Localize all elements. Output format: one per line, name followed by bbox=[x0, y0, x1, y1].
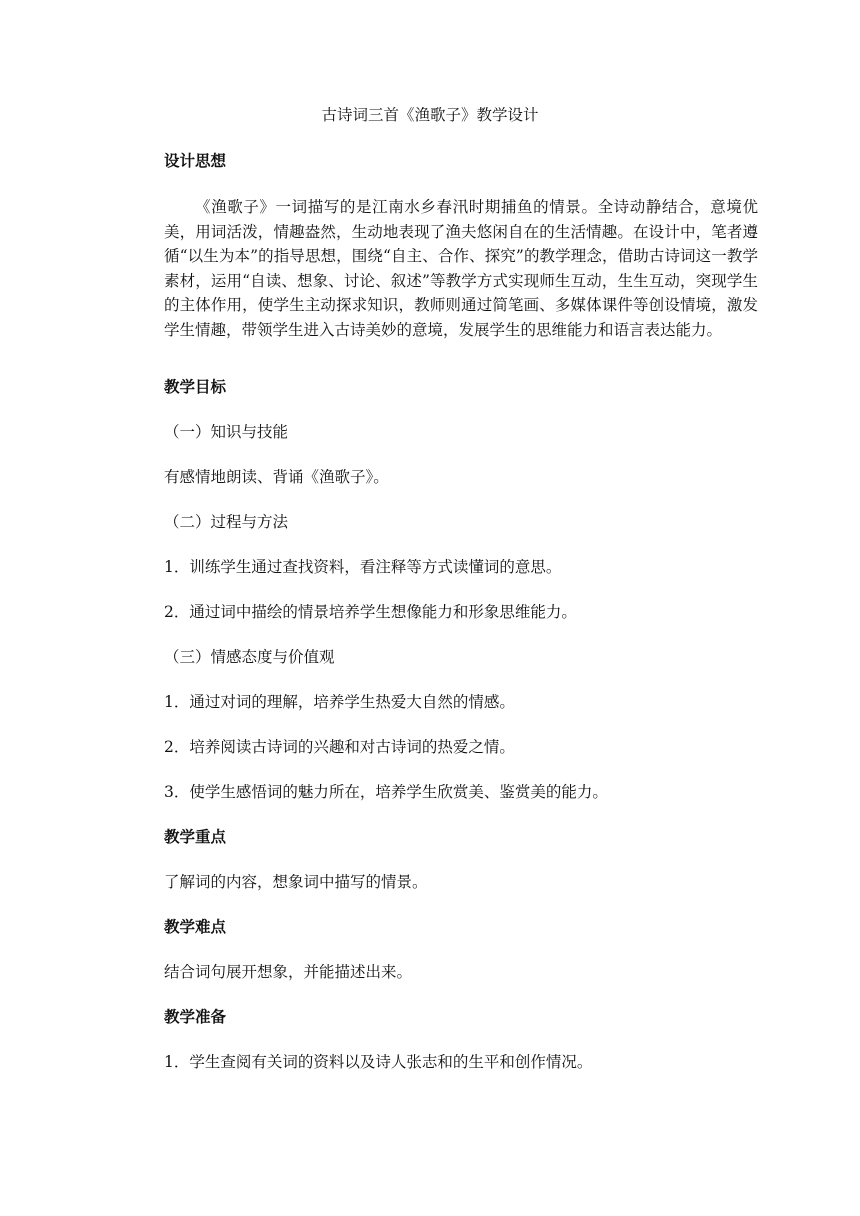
section-heading-design-idea: 设计思想 bbox=[164, 151, 227, 170]
knowledge-item-1: 有感情地朗读、背诵《渔歌子》。 bbox=[164, 468, 389, 486]
subheading-emotion-values: （三）情感态度与价值观 bbox=[164, 648, 335, 666]
section-heading-difficulties: 教学难点 bbox=[164, 917, 227, 936]
document-title: 古诗词三首《渔歌子》教学设计 bbox=[321, 106, 539, 124]
subheading-knowledge-skills: （一）知识与技能 bbox=[164, 423, 289, 441]
process-item-1: 1．训练学生通过查找资料，看注释等方式读懂词的意思。 bbox=[164, 558, 562, 576]
key-points-text: 了解词的内容，想象词中描写的情景。 bbox=[164, 873, 428, 891]
section-heading-key-points: 教学重点 bbox=[164, 827, 227, 846]
emotion-item-1: 1．通过对词的理解，培养学生热爱大自然的情感。 bbox=[164, 693, 515, 711]
preparation-item-1: 1．学生查阅有关词的资料以及诗人张志和的生平和创作情况。 bbox=[164, 1053, 593, 1071]
emotion-item-3: 3．使学生感悟词的魅力所在，培养学生欣赏美、鉴赏美的能力。 bbox=[164, 783, 608, 801]
section-heading-preparation: 教学准备 bbox=[164, 1007, 227, 1026]
difficulties-text: 结合词句展开想象，并能描述出来。 bbox=[164, 963, 413, 981]
section-heading-objectives: 教学目标 bbox=[164, 377, 227, 396]
subheading-process-methods: （二）过程与方法 bbox=[164, 513, 289, 531]
process-item-2: 2．通过词中描绘的情景培养学生想像能力和形象思维能力。 bbox=[164, 603, 577, 621]
design-idea-paragraph: 《渔歌子》一词描写的是江南水乡春汛时期捕鱼的情景。全诗动静结合，意境优美，用词活泼，情趣盎然，生动地表现了渔夫悠闲自在的生活情趣。在设计中，笔者遵循“以生为本”的指导思想，围绕“自主、合作、探究”的教学理念，借助古诗词这一教学素材，运用“自读、想象、讨论、叙述”等教学方式实现师生互动，生生互动，突现学生的主体作用，使学生主动探求知识，教师则通过简笔画、多媒体课件等创设情境，激发学生情趣，带领学生进入古诗美妙的意境，发展学生的思维能力和语言表达能力。 bbox=[164, 198, 758, 339]
emotion-item-2: 2．培养阅读古诗词的兴趣和对古诗词的热爱之情。 bbox=[164, 738, 515, 756]
